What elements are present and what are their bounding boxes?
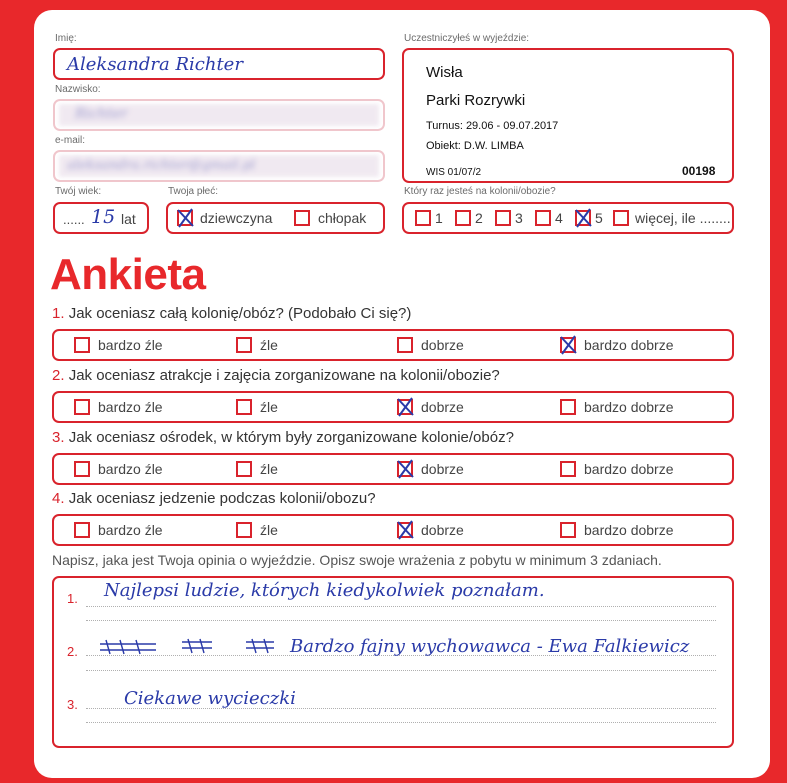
question-3-text: [52, 429, 514, 446]
times-checkbox-more[interactable]: [613, 210, 629, 226]
times-option-5: 5: [595, 210, 603, 226]
answer-line: [86, 722, 716, 723]
q4-option-label: bardzo dobrze: [584, 522, 674, 538]
answer-line: [86, 606, 716, 607]
question-3-options: [52, 453, 734, 485]
q2-checkbox-4[interactable]: [560, 399, 576, 415]
q2-option-label: dobrze: [421, 399, 464, 415]
gender-option-girl: dziewczyna: [200, 210, 273, 226]
gender-checkbox-boy[interactable]: [294, 210, 310, 226]
email-label: e-mail:: [55, 135, 86, 146]
surname-field[interactable]: [53, 99, 385, 131]
question-1-options: [52, 329, 734, 361]
age-prefix: ......: [63, 212, 85, 227]
q2-option-label: bardzo dobrze: [584, 399, 674, 415]
trip-code: WIS 01/07/2: [426, 167, 482, 178]
q3-checkbox-3[interactable]: [397, 461, 413, 477]
gender-label: Twoja płeć:: [168, 186, 219, 197]
times-checkbox-1[interactable]: [415, 210, 431, 226]
q4-checkbox-1[interactable]: [74, 522, 90, 538]
redaction-blur: [59, 155, 379, 177]
times-checkbox-4[interactable]: [535, 210, 551, 226]
q4-option-label: źle: [260, 522, 278, 538]
q4-checkbox-2[interactable]: [236, 522, 252, 538]
surname-value: Richter: [75, 106, 128, 122]
q3-checkbox-4[interactable]: [560, 461, 576, 477]
q3-option-label: dobrze: [421, 461, 464, 477]
trip-label: Uczestniczyłeś w wyjeździe:: [404, 33, 530, 44]
q3-option-label: źle: [260, 461, 278, 477]
q4-option-label: bardzo źle: [98, 522, 163, 538]
answer-line: [86, 670, 716, 671]
question-4-options: [52, 514, 734, 546]
opinion-num-2: 2.: [67, 644, 78, 659]
q1-option-label: bardzo dobrze: [584, 337, 674, 353]
q2-checkbox-2[interactable]: [236, 399, 252, 415]
gender-field: [166, 202, 385, 234]
q4-checkbox-4[interactable]: [560, 522, 576, 538]
q1-checkbox-4[interactable]: [560, 337, 576, 353]
gender-option-boy: chłopak: [318, 210, 367, 226]
name-field[interactable]: [53, 48, 385, 80]
q1-option-label: źle: [260, 337, 278, 353]
times-field: [402, 202, 734, 234]
check-mark-icon: [559, 334, 579, 356]
q1-option-label: bardzo źle: [98, 337, 163, 353]
q1-checkbox-2[interactable]: [236, 337, 252, 353]
question-label: Jak oceniasz całą kolonię/obóz? (Podobało Ci się?): [68, 305, 412, 322]
q3-checkbox-2[interactable]: [236, 461, 252, 477]
q2-option-label: źle: [260, 399, 278, 415]
check-mark-icon: [396, 458, 416, 480]
question-number: 1.: [52, 305, 65, 322]
question-2-text: [52, 367, 500, 384]
trip-obiekt: Obiekt: D.W. LIMBA: [426, 140, 524, 152]
redaction-blur: [59, 104, 379, 126]
trip-place: Wisła: [426, 64, 463, 81]
survey-title: Ankieta: [50, 250, 206, 299]
question-number: 2.: [52, 367, 65, 384]
q3-option-label: bardzo dobrze: [584, 461, 674, 477]
question-number: 3.: [52, 429, 65, 446]
trip-box: [402, 48, 734, 183]
opinion-num-1: 1.: [67, 591, 78, 606]
times-option-1: 1: [435, 210, 443, 226]
question-label: Jak oceniasz jedzenie podczas kolonii/obozu?: [68, 490, 376, 507]
question-label: Jak oceniasz atrakcje i zajęcia zorganizowane na kolonii/obozie?: [68, 367, 500, 384]
opinion-prompt: Napisz, jaka jest Twoja opinia o wyjeździe. Opisz swoje wrażenia z pobytu w minimum 3 zdaniach.: [52, 552, 662, 568]
q3-option-label: bardzo źle: [98, 461, 163, 477]
q3-checkbox-1[interactable]: [74, 461, 90, 477]
q4-checkbox-3[interactable]: [397, 522, 413, 538]
question-number: 4.: [52, 490, 65, 507]
opinion-num-3: 3.: [67, 697, 78, 712]
gender-checkbox-girl[interactable]: [177, 210, 193, 226]
email-field[interactable]: [53, 150, 385, 182]
trip-turnus: Turnus: 29.06 - 09.07.2017: [426, 120, 559, 132]
times-checkbox-2[interactable]: [455, 210, 471, 226]
q1-option-label: dobrze: [421, 337, 464, 353]
age-label: Twój wiek:: [55, 186, 102, 197]
times-option-more: więcej, ile ........: [635, 210, 731, 226]
crossed-out-scribble: [96, 636, 276, 658]
times-option-3: 3: [515, 210, 523, 226]
name-value: Aleksandra Richter: [67, 54, 243, 75]
opinion-line-2: Bardzo fajny wychowawca - Ewa Falkiewicz: [290, 636, 690, 657]
times-checkbox-5[interactable]: [575, 210, 591, 226]
check-mark-icon: [396, 396, 416, 418]
age-field[interactable]: [53, 202, 149, 234]
q2-checkbox-1[interactable]: [74, 399, 90, 415]
check-mark-icon: [176, 207, 196, 229]
q4-option-label: dobrze: [421, 522, 464, 538]
check-mark-icon: [574, 207, 594, 229]
question-4-text: [52, 490, 376, 507]
times-option-4: 4: [555, 210, 563, 226]
times-label: Który raz jesteś na kolonii/obozie?: [404, 186, 556, 197]
opinion-line-3: Ciekawe wycieczki: [124, 688, 296, 709]
q1-checkbox-1[interactable]: [74, 337, 90, 353]
times-checkbox-3[interactable]: [495, 210, 511, 226]
trip-park: Parki Rozrywki: [426, 92, 526, 109]
q1-checkbox-3[interactable]: [397, 337, 413, 353]
opinion-line-1: Najlepsi ludzie, których kiedykolwiek poznałam.: [104, 580, 545, 601]
email-value: aleksandra.richter@gmail.pl: [67, 158, 256, 173]
q2-option-label: bardzo źle: [98, 399, 163, 415]
check-mark-icon: [396, 519, 416, 541]
trip-number: 00198: [682, 164, 716, 178]
q2-checkbox-3[interactable]: [397, 399, 413, 415]
age-value: 15: [91, 206, 116, 228]
name-label: Imię:: [55, 33, 77, 44]
surname-label: Nazwisko:: [55, 84, 101, 95]
question-1-text: [52, 305, 411, 322]
question-2-options: [52, 391, 734, 423]
times-option-2: 2: [475, 210, 483, 226]
age-suffix: lat: [121, 211, 136, 227]
answer-line: [86, 620, 716, 621]
question-label: Jak oceniasz ośrodek, w którym były zorganizowane kolonie/obóz?: [68, 429, 514, 446]
